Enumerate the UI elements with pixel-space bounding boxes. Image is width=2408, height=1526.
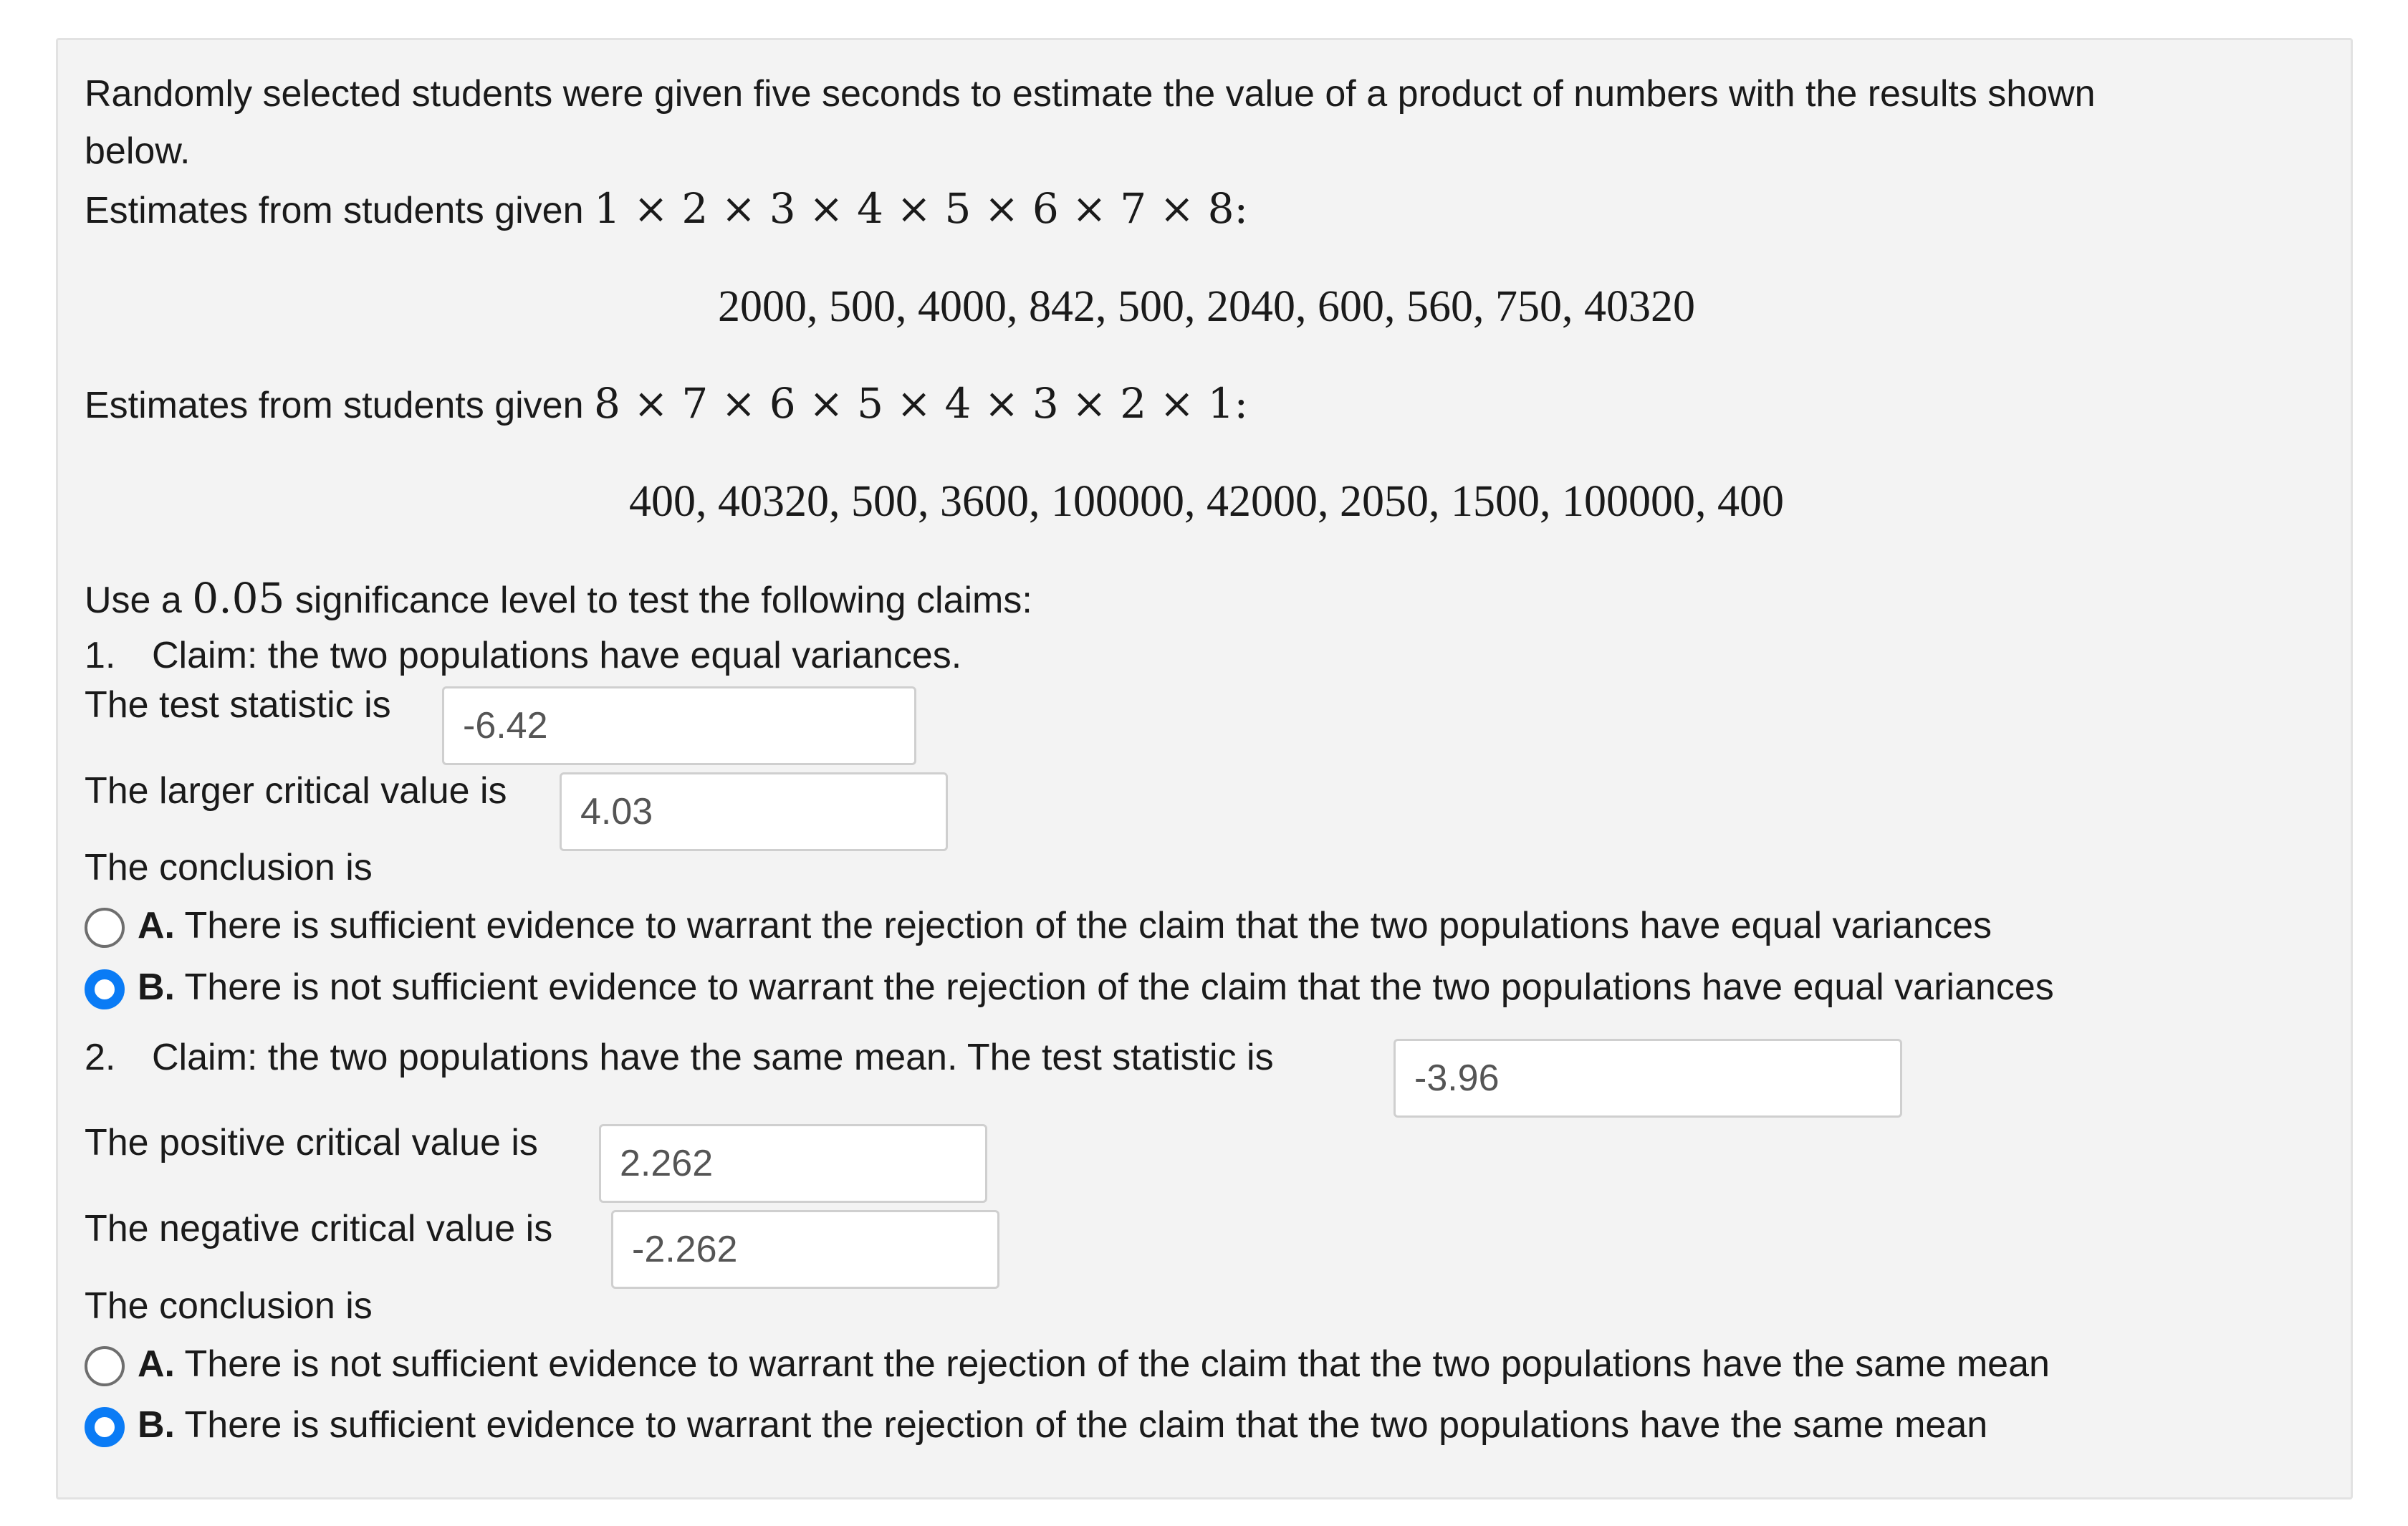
claim1-test-statistic-label: The test statistic is xyxy=(85,684,391,726)
group1-heading xyxy=(85,186,1248,233)
claim1-option-b-letter: B. xyxy=(138,966,175,1008)
claim2-number: 2. xyxy=(85,1037,116,1078)
claim1-option-b-radio[interactable] xyxy=(85,969,125,1009)
group2-heading xyxy=(85,381,1248,428)
claim1-test-statistic-input[interactable]: -6.42 xyxy=(442,686,916,765)
group1-label: Estimates from students given xyxy=(85,190,594,231)
claim2-option-b-radio[interactable] xyxy=(85,1407,125,1447)
claim1-critical-value-label: The larger critical value is xyxy=(85,770,507,812)
claim1-conclusion-label: The conclusion is xyxy=(85,847,373,888)
claim2-positive-critical-input[interactable]: 2.262 xyxy=(599,1124,987,1203)
claim2-negative-critical-label: The negative critical value is xyxy=(85,1208,553,1249)
claim2-conclusion-label: The conclusion is xyxy=(85,1285,373,1327)
group2-expression: 8 × 7 × 6 × 5 × 4 × 3 × 2 × 1: xyxy=(593,379,1249,428)
claim2-option-a-text: There is not sufficient evidence to warrant the rejection of the claim that the two populations have the same mean xyxy=(184,1343,2050,1385)
instructions-prefix: Use a xyxy=(85,580,193,621)
claim2-negative-critical-input[interactable]: -2.262 xyxy=(611,1210,999,1289)
claim1-option-a-text: There is sufficient evidence to warrant the rejection of the claim that the two populations have equal variances xyxy=(184,905,1992,946)
group2-label: Estimates from students given xyxy=(85,385,594,426)
claim2-positive-critical-label: The positive critical value is xyxy=(85,1122,538,1163)
group2-values: 400, 40320, 500, 3600, 100000, 42000, 2050, 1500, 100000, 400 xyxy=(629,477,1784,526)
claim1-number: 1. xyxy=(85,635,116,676)
claim2-text: Claim: the two populations have the same mean. The test statistic is xyxy=(152,1037,1274,1078)
instructions xyxy=(85,576,1032,623)
claim2-option-b-letter: B. xyxy=(138,1404,175,1446)
claim1-text: Claim: the two populations have equal variances. xyxy=(152,635,962,676)
alpha-value: 0.05 xyxy=(192,574,285,623)
intro-line-2: below. xyxy=(85,130,191,172)
claim2-option-a-letter: A. xyxy=(138,1343,175,1385)
instructions-suffix: significance level to test the following claims: xyxy=(284,580,1032,621)
claim1-critical-value-input[interactable]: 4.03 xyxy=(560,772,948,851)
claim2-test-statistic-input[interactable]: -3.96 xyxy=(1394,1039,1902,1118)
claim2-heading xyxy=(85,1035,1274,1080)
claim1-option-b-text: There is not sufficient evidence to warrant the rejection of the claim that the two populations have equal variances xyxy=(184,966,2054,1008)
group1-values: 2000, 500, 4000, 842, 500, 2040, 600, 560, 750, 40320 xyxy=(718,282,1695,331)
group1-expression: 1 × 2 × 3 × 4 × 5 × 6 × 7 × 8: xyxy=(593,184,1249,233)
claim2-option-b-text: There is sufficient evidence to warrant the rejection of the claim that the two populations have the same mean xyxy=(184,1404,1988,1446)
claim2-option-a-radio[interactable] xyxy=(85,1346,125,1386)
question-panel xyxy=(56,38,2353,1499)
claim1-option-a-radio[interactable] xyxy=(85,908,125,948)
claim1-heading xyxy=(85,633,961,678)
intro-line-1: Randomly selected students were given five seconds to estimate the value of a product of numbers with the results shown xyxy=(85,73,2096,115)
claim1-option-a-letter: A. xyxy=(138,905,175,946)
